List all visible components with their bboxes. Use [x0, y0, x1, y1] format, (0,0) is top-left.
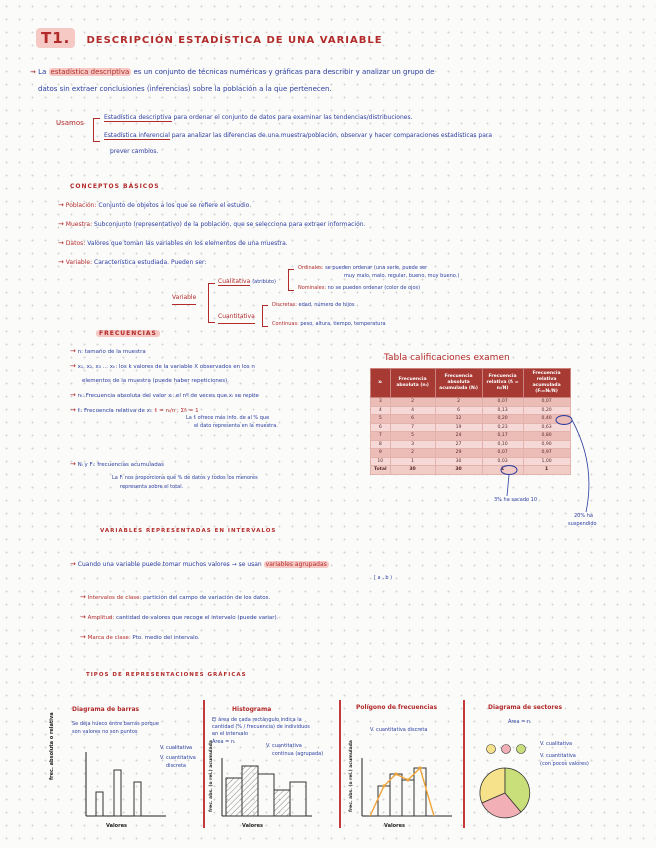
agrupados-text: Cuando una variable puede tomar muchos valores → se usan	[77, 561, 262, 568]
ordinales-text-2: muy malo, malo, regular, bueno, muy bueno.)	[344, 273, 460, 279]
continuas-node	[272, 320, 386, 328]
histograma-desc-2: cantidad (% / frecuencia) de individuos	[212, 724, 310, 730]
agrupados-highlight: variables agrupadas	[265, 561, 327, 568]
conceptos-list	[58, 196, 365, 272]
freq-item-text: n: tamaño de la muestra	[77, 349, 146, 355]
barras-v1: V. cualitativa	[160, 745, 193, 751]
table-cell: 7	[371, 432, 391, 441]
barras-title: Diagrama de barras	[72, 706, 140, 713]
sectores-dots	[484, 742, 534, 756]
sectores-pie	[474, 762, 536, 824]
agrupado-term: Amplitud:	[87, 615, 115, 621]
usos-text-2b: prever cambios.	[110, 148, 159, 155]
freq-item-n: → n: tamaño de la muestra	[70, 347, 146, 355]
table-header: xᵢ	[371, 369, 391, 398]
table-cell: 0,10	[482, 440, 523, 449]
freq-item-text: fᵢ: Frecuencia relativa de xᵢ:	[77, 408, 153, 414]
table-cell: 30	[435, 466, 482, 475]
ordinales-node	[298, 264, 427, 272]
agrupado-text: Pto. medio del intervalo.	[132, 635, 200, 641]
table-cell: 1	[482, 466, 523, 475]
histograma-xlabel: Valores	[242, 823, 263, 829]
agrupado-text: partición del campo de variación de los datos.	[143, 595, 271, 601]
continuas-label: Continuas:	[272, 321, 299, 327]
usos-term-1: Estadística descriptiva	[104, 114, 172, 121]
intro-line-1: → La estadística descriptiva es un conjunto de técnicas numéricas y gráficas para describir y analizar un grupo de	[30, 68, 435, 76]
poligono-bar	[402, 780, 414, 816]
intro-highlight: estadística descriptiva	[50, 68, 130, 76]
freq-note-1: La fᵢ ofrece más info. de al % que	[186, 415, 270, 421]
table-cell: 0,17	[482, 432, 523, 441]
agrupado-item: → Marca de clase: Pto. medio del intervalo.	[80, 633, 200, 641]
cualitativa-label: Cualitativa	[218, 278, 251, 285]
agrupado-term: Intervalos de clase:	[87, 595, 142, 601]
frecuencias-list	[70, 344, 259, 418]
tabla-ann-1: 3% ha sacado 10	[494, 497, 538, 503]
barras-ylabel: frec. absoluta o relativa	[49, 712, 55, 780]
legend-dot-yellow	[487, 745, 496, 754]
poligono-bar	[414, 768, 426, 816]
sectores-v2: V. cuantitativa	[540, 753, 576, 759]
table-cell: 0,40	[523, 415, 570, 424]
cuantitativa-label: Cuantitativa	[218, 311, 255, 324]
graficos-heading: TIPOS DE REPRESENTACIONES GRÁFICAS	[86, 672, 247, 678]
tabla-ann-2: 20% ha	[574, 513, 593, 519]
concepto-term: Población:	[65, 202, 97, 209]
histograma-chart	[216, 756, 316, 822]
concepto-item: → Datos: Valores que toman las variables en los elementos de una muestra.	[58, 239, 288, 247]
table-header: Frecuencia relativa acumulada (Fᵢ=Nᵢ/N)	[523, 369, 570, 398]
agrupados-interval: [ a , b )	[374, 575, 393, 581]
table-cell: 0,63	[523, 423, 570, 432]
table-cell: 0,20	[523, 406, 570, 415]
concepto-item: → Muestra: Subconjunto (representativo) de la población, que se selecciona para extraer información.	[58, 220, 366, 228]
usos-text-2: para analizar las diferencias de una muestra/población, observar y hacer comparaciones estadísticas para	[171, 132, 493, 139]
table-cell: 7	[390, 423, 435, 432]
table-cell: 4	[390, 406, 435, 415]
table-cell: 12	[435, 415, 482, 424]
table-cell: 24	[435, 432, 482, 441]
table-cell: 1	[390, 457, 435, 466]
nominales-label: Nominales:	[298, 285, 327, 291]
barras-bar	[96, 792, 103, 816]
nominales-node	[298, 284, 420, 292]
agrupados-line: → Cuando una variable puede tomar muchos valores → se usan variables agrupadas	[70, 560, 327, 568]
table-cell: 6	[390, 415, 435, 424]
table-cell: 30	[390, 466, 435, 475]
tabla-ann-3: suspendido	[568, 521, 597, 527]
table-cell: 9	[371, 449, 391, 458]
intro-text-1: es un conjunto de técnicas numéricas y gráficas para describir y analizar un grupo de	[133, 68, 435, 76]
concepto-term: Muestra:	[65, 221, 93, 228]
legend-dot-green	[517, 745, 526, 754]
sectores-formula: Área = nᵢ	[508, 719, 531, 725]
table-header-row	[371, 369, 571, 398]
usos-term-2: Estadística inferencial	[104, 132, 170, 139]
table-cell: 4	[371, 406, 391, 415]
table-cell: 0,97	[523, 449, 570, 458]
freq-item-x2	[70, 374, 259, 388]
table-cell: 5	[371, 415, 391, 424]
concepto-item: → Población: Conjunto de objetos a los que se refiere el estudio.	[58, 201, 252, 209]
table-cell: 2	[390, 449, 435, 458]
freq-acum: → Nᵢ y Fᵢ: frecuencias acumuladas	[70, 460, 164, 468]
intro-lead: La	[38, 68, 47, 76]
concepto-term: Datos:	[65, 240, 86, 247]
histograma-v2: continua (agrupada)	[272, 751, 324, 757]
table-cell: 0,23	[482, 423, 523, 432]
barras-chart	[80, 750, 170, 822]
freq-formula: fᵢ = nᵢ/n ; Σfᵢ = 1	[154, 408, 199, 414]
histograma-bar	[290, 782, 306, 816]
continuas-text: peso, altura, tiempo, temperatura	[300, 321, 386, 327]
barras-bar	[114, 770, 121, 816]
freq-item-text: x₁, x₂, x₃ ... xₖ: los k valores de la variable X observados en los n	[77, 364, 255, 370]
table-cell: 5	[390, 432, 435, 441]
barras-xlabel: Valores	[106, 823, 127, 829]
table-cell: 2	[390, 398, 435, 407]
ordinales-label: Ordinales:	[298, 265, 324, 271]
usos-text-1: para ordenar el conjunto de datos para examinar las tendencias/distribuciones.	[173, 114, 413, 121]
discretas-text: edad, número de hijos	[298, 302, 355, 308]
table-cell: 1	[523, 466, 570, 475]
barras-v3: discreta	[166, 763, 186, 769]
table-cell: 0,13	[482, 406, 523, 415]
table-cell: 3	[390, 440, 435, 449]
table-header: Frecuencia absoluta acumulada (Nᵢ)	[435, 369, 482, 398]
table-cell: 1,00	[523, 457, 570, 466]
intro-line-2: datos sin extraer conclusiones (inferencias) sobre la población a la que pertenecen.	[38, 85, 332, 93]
histograma-bar	[258, 774, 274, 816]
agrupado-item: → Amplitud: cantidad de valores que recoge el intervalo (puede variar).	[80, 613, 279, 621]
cualitativa-bracket	[288, 269, 294, 291]
table-cell: 0,20	[482, 415, 523, 424]
conceptos-heading: CONCEPTOS BÁSICOS	[70, 183, 160, 190]
poligono-chart	[356, 756, 456, 822]
table-cell: 6	[435, 406, 482, 415]
histograma-desc-1: El área de cada rectángulo indica la	[212, 717, 302, 723]
divider-2	[339, 700, 341, 828]
freq-item-fi: → fᵢ: Frecuencia relativa de xᵢ: fᵢ = nᵢ/n ; Σfᵢ = 1	[70, 406, 199, 414]
histograma-bar	[226, 778, 242, 816]
histograma-title: Histograma	[232, 706, 272, 713]
table-cell: 0,03	[482, 457, 523, 466]
agrupados-heading: VARIABLES REPRESENTADAS EN INTERVALOS	[100, 528, 277, 534]
freq-item-text: nᵢ: Frecuencia absoluta del valor xᵢ: el nº de veces que xᵢ se repite	[77, 393, 259, 399]
table-cell: 0,07	[482, 398, 523, 407]
poligono-v1: V. cuantitativa discreta	[370, 727, 428, 733]
legend-dot-pink	[502, 745, 511, 754]
barras-desc-2: son valores no son puntos	[72, 729, 138, 735]
poligono-point	[382, 784, 385, 787]
table-cell: Total	[371, 466, 391, 475]
table-cell: 8	[371, 440, 391, 449]
table-cell: 0,07	[523, 398, 570, 407]
usos-label: Usamos	[56, 119, 84, 127]
sectores-v3: (con pocos valores)	[540, 761, 589, 767]
frecuencias-heading: FRECUENCIAS	[96, 330, 160, 337]
divider-1	[203, 700, 205, 828]
histograma-bar	[242, 766, 258, 816]
freq-item-text: elementos de la muestra (puede haber repeticiones).	[82, 378, 230, 384]
usos-item-2	[104, 130, 492, 142]
table-cell: 10	[371, 457, 391, 466]
annot-arrow-2	[572, 420, 589, 512]
freq-note-2: el dato representa en la muestra.	[194, 423, 278, 429]
discretas-node	[272, 301, 355, 309]
title-block	[36, 28, 383, 48]
sectores-v1: V. cualitativa	[540, 741, 573, 747]
table-cell: 30	[435, 457, 482, 466]
agrupado-text: cantidad de valores que recoge el intervalo (puede variar).	[116, 615, 279, 621]
cualitativa-node	[218, 276, 276, 288]
freq-acum-note-2: representa sobre el total.	[120, 484, 184, 490]
barras-desc-1: Se deja hueco entre barras porque	[72, 721, 159, 727]
table-header: Frecuencia relativa (fᵢ = nᵢ/N)	[482, 369, 523, 398]
poligono-bar	[378, 786, 390, 816]
title-badge: T1.	[36, 28, 75, 48]
agrupado-term: Marca de clase:	[87, 635, 131, 641]
table-cell: 2	[435, 398, 482, 407]
freq-acum-title: Nᵢ y Fᵢ: frecuencias acumuladas	[77, 462, 164, 468]
freq-item-x: → x₁, x₂, x₃ ... xₖ: los k valores de la variable X observados en los n	[70, 362, 255, 370]
usos-bracket	[93, 118, 100, 142]
histograma-ylabel: frec. abs. (o rel.) acumulada	[209, 740, 214, 812]
concepto-term: Variable:	[65, 259, 93, 266]
concepto-text: Valores que toman las variables en los elementos de una muestra.	[87, 240, 288, 247]
poligono-xlabel: Valores	[384, 823, 405, 829]
annot-circle-003	[501, 466, 517, 475]
ordinales-text: se pueden ordenar (una serie, puede ser	[325, 265, 428, 271]
poligono-point	[406, 778, 409, 781]
concepto-text: Característica estudiada. Pueden ser:	[94, 259, 207, 266]
concepto-text: Subconjunto (representativo) de la población, que se selecciona para extraer información.	[94, 221, 366, 228]
page-title: DESCRIPCIÓN ESTADÍSTICA DE UNA VARIABLE	[86, 35, 383, 46]
freq-acum-note-1: La Fᵢ nos proporciona qué % de datos y todos los menores	[112, 475, 258, 481]
poligono-title: Polígono de frecuencias	[356, 704, 438, 711]
cuantitativa-bracket	[262, 305, 268, 327]
histograma-desc-3: en el intervalo	[212, 731, 249, 737]
annot-circle-020	[556, 416, 572, 425]
sectores-title: Diagrama de sectores	[488, 704, 563, 711]
table-cell: 0,80	[523, 432, 570, 441]
poligono-point	[418, 766, 421, 769]
annot-arrow-1	[507, 475, 509, 496]
discretas-label: Discretas:	[272, 302, 297, 308]
agrupados-list	[80, 588, 278, 648]
table-cell: 29	[435, 449, 482, 458]
nominales-text: no se pueden ordenar (color de ojos)	[327, 285, 421, 291]
table-cell: 0,07	[482, 449, 523, 458]
variable-bracket	[208, 283, 215, 323]
usos-item-1	[104, 112, 413, 124]
table-header: Frecuencia absoluta (nᵢ)	[390, 369, 435, 398]
table-cell: 3	[371, 398, 391, 407]
poligono-ylabel: frec. abs. (o rel.) acumulada	[349, 740, 354, 812]
agrupado-item: → Intervalos de clase: partición del campo de variación de los datos.	[80, 593, 271, 601]
histograma-formula: Área = nᵢ	[212, 739, 235, 745]
table-cell: 6	[371, 423, 391, 432]
barras-v2: V. cuantitativa	[160, 755, 196, 761]
concepto-item: → Variable: Característica estudiada. Pueden ser:	[58, 258, 207, 266]
histograma-v1: V. cuantitativa	[266, 743, 302, 749]
table-cell: 0,90	[523, 440, 570, 449]
table-cell: 27	[435, 440, 482, 449]
variable-root: Variable	[172, 292, 196, 305]
histograma-bar	[274, 790, 290, 816]
cualitativa-note: (atributo)	[252, 279, 276, 285]
table-cell: 19	[435, 423, 482, 432]
barras-bar	[134, 782, 141, 816]
tabla-title: Tabla calificaciones examen	[384, 353, 510, 363]
divider-3	[463, 700, 465, 828]
poligono-point	[394, 772, 397, 775]
concepto-text: Conjunto de objetos a los que se refiere el estudio.	[98, 202, 252, 209]
freq-item-ni: → nᵢ: Frecuencia absoluta del valor xᵢ: el nº de veces que xᵢ se repite	[70, 391, 259, 399]
poligono-bar	[390, 774, 402, 816]
